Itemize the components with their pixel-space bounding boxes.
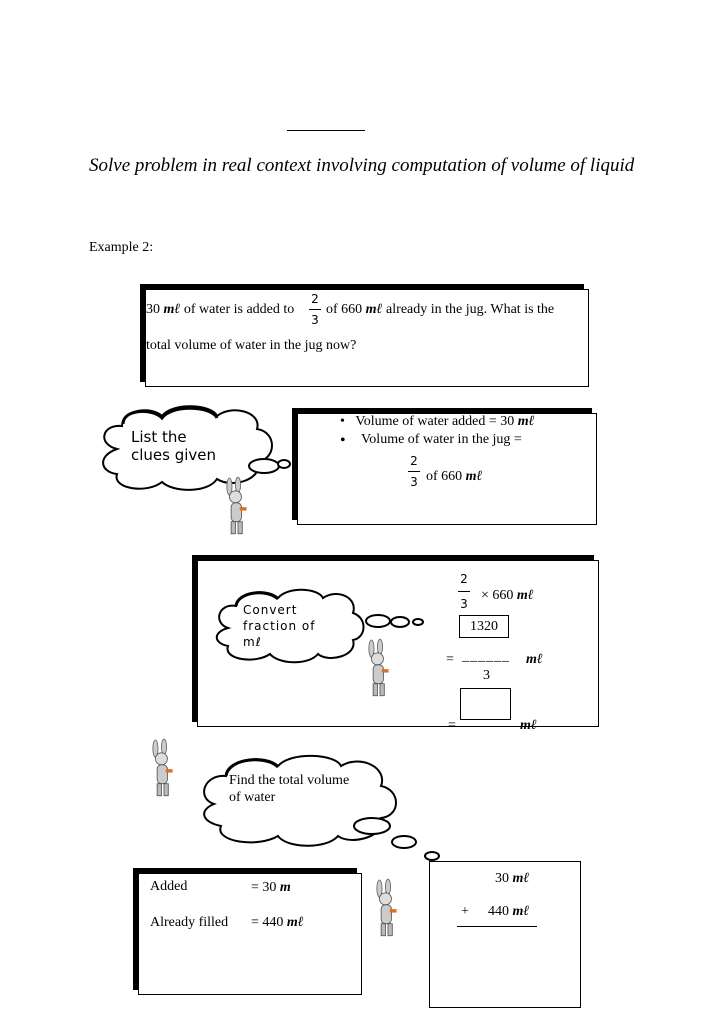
sum-box — [429, 861, 581, 1008]
example-label: Example 2: — [89, 240, 154, 255]
bunny-image-2 — [362, 640, 398, 700]
answer-box[interactable] — [460, 688, 511, 720]
problem-fraction: 2 3 — [307, 292, 323, 327]
added-value: = 30 m — [251, 880, 291, 895]
clue-of-text: of 660 mℓ — [426, 469, 483, 484]
sum-top: 30 mℓ — [495, 871, 530, 886]
totals-box — [138, 873, 362, 995]
problem-line-1b: of 660 mℓ already in the jug. What is the — [326, 302, 555, 317]
page-title: Solve problem in real context involving computation of volume of liquid — [89, 155, 635, 176]
answer-blank: ______ — [462, 649, 510, 664]
unit-label-2: mℓ — [520, 718, 537, 733]
equals-sign-2: = — [448, 718, 456, 733]
thought-cloud-total — [196, 754, 456, 866]
equals-sign: = — [446, 652, 454, 667]
filled-label: Already filled — [150, 915, 229, 930]
bunny-image-3 — [146, 740, 182, 800]
header-line — [287, 130, 365, 131]
filled-value: = 440 mℓ — [251, 915, 304, 930]
convert-times: × 660 mℓ — [481, 588, 534, 603]
unit-label: mℓ — [526, 652, 543, 667]
cloud-convert-text: Convert fraction of mℓ — [243, 603, 316, 649]
clues-box — [297, 413, 597, 525]
bunny-image-1 — [220, 478, 256, 538]
clue-bullet-2: Volume of water in the jug = — [361, 432, 522, 447]
sum-plus: + — [461, 904, 469, 919]
denominator: 3 — [483, 668, 490, 683]
product-box: 1320 — [459, 615, 509, 638]
sum-bottom: 440 mℓ — [488, 904, 530, 919]
sum-line — [457, 926, 537, 927]
clue-fraction: 2 3 — [406, 454, 422, 489]
clue-bullet-1: • Volume of water added = 30 mℓ — [340, 414, 535, 429]
problem-line-1: 30 mℓ of water is added to — [146, 302, 295, 317]
bullet-dot: • — [340, 432, 346, 449]
problem-box — [145, 289, 589, 387]
cloud-total-text: Find the total volume of water — [229, 773, 350, 805]
convert-fraction: 2 3 — [456, 572, 472, 611]
cloud-clues-text: List the clues given — [131, 428, 217, 464]
added-label: Added — [150, 879, 188, 894]
problem-line-2: total volume of water in the jug now? — [146, 338, 357, 353]
bunny-image-4 — [370, 880, 406, 940]
